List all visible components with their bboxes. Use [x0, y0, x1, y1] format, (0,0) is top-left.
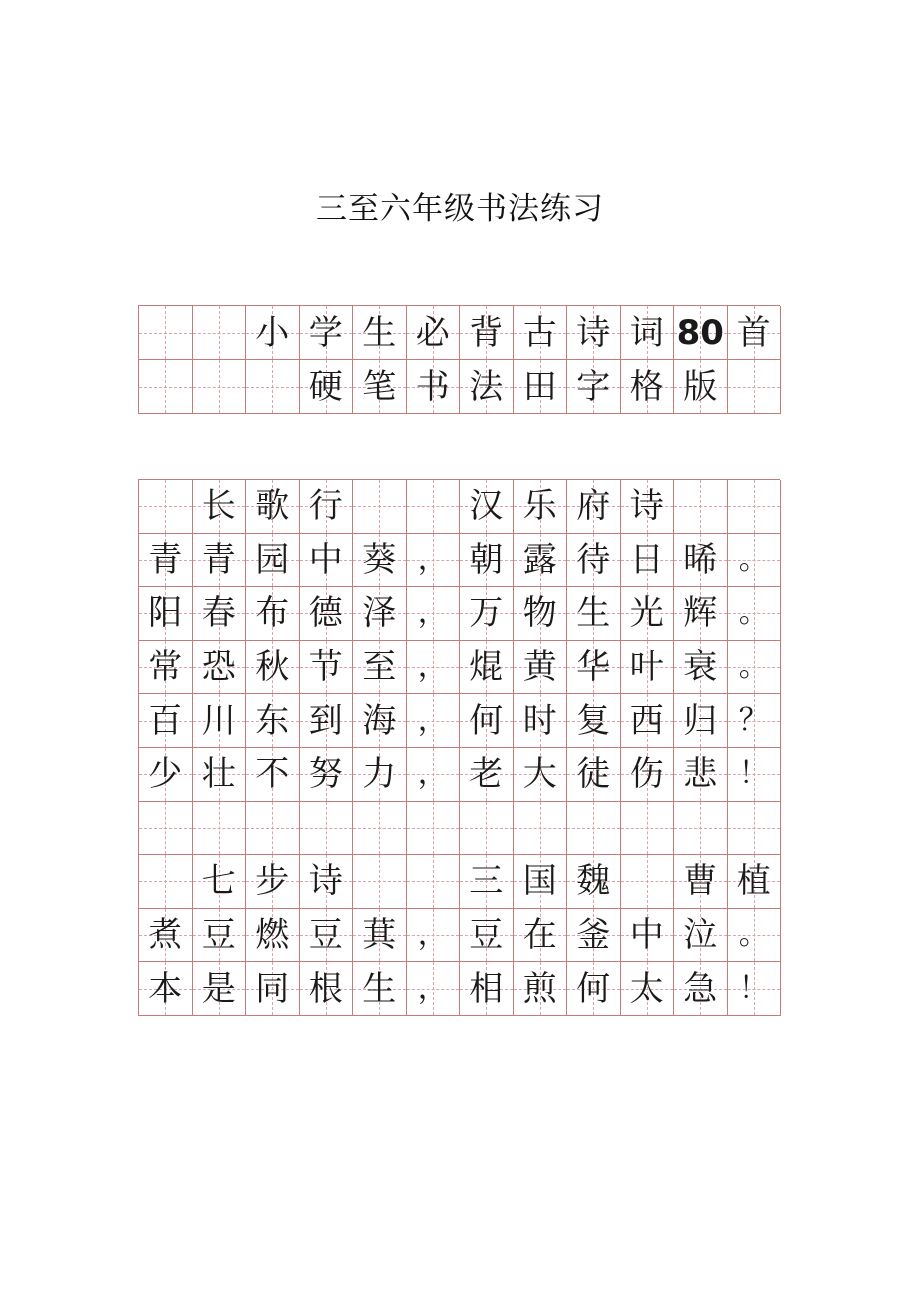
grid-cell [460, 748, 514, 802]
grid-cell [246, 480, 300, 534]
grid-cell [728, 306, 782, 360]
grid-character: 物 [522, 593, 557, 634]
grid-character: 伤 [629, 754, 664, 795]
grid-character: 德 [308, 593, 343, 634]
grid-character: 诗 [308, 861, 343, 902]
grid-cell [139, 802, 193, 856]
grid-character: 常 [148, 647, 183, 688]
grid-cell [728, 694, 782, 748]
grid-character: ， [417, 756, 448, 792]
grid-cell [193, 694, 247, 748]
grid-cell [193, 748, 247, 802]
grid-character: 乐 [522, 486, 557, 527]
grid-character: 相 [469, 968, 504, 1009]
grid-cell [674, 360, 728, 414]
grid-cell [460, 962, 514, 1016]
grid-cell [514, 802, 568, 856]
grid-character: 是 [201, 968, 236, 1009]
grid-cell [621, 909, 675, 963]
grid-cell [514, 360, 568, 414]
grid-character: 百 [148, 700, 183, 741]
grid-character: 春 [201, 593, 236, 634]
grid-character: 笔 [362, 366, 397, 407]
grid-character: 歌 [255, 486, 290, 527]
grid-character: 不 [255, 754, 290, 795]
grid-character: 必 [415, 312, 450, 353]
grid-cell [300, 909, 354, 963]
grid-cell [674, 694, 728, 748]
grid-cell [139, 962, 193, 1016]
grid-cell [567, 855, 621, 909]
grid-character: 恐 [201, 647, 236, 688]
grid-character: 悲 [683, 754, 718, 795]
grid-character: 东 [255, 700, 290, 741]
grid-cell [139, 534, 193, 588]
grid-cell [353, 748, 407, 802]
grid-cell [460, 534, 514, 588]
grid-character: 日 [629, 539, 664, 580]
grid-cell [567, 962, 621, 1016]
grid-character: 中 [629, 915, 664, 956]
grid-character: 节 [308, 647, 343, 688]
grid-cell [353, 587, 407, 641]
grid-cell [193, 360, 247, 414]
grid-character: 植 [736, 861, 771, 902]
grid-cell [300, 748, 354, 802]
grid-cell [353, 641, 407, 695]
grid-cell [460, 909, 514, 963]
grid-character: 至 [362, 647, 397, 688]
grid-cell [407, 480, 461, 534]
grid-cell [193, 962, 247, 1016]
header-practice-grid [138, 305, 780, 414]
grid-character: 同 [255, 968, 290, 1009]
grid-cell [193, 306, 247, 360]
grid-character: 本 [148, 968, 183, 1009]
grid-character: 待 [576, 539, 611, 580]
grid-cell [407, 306, 461, 360]
grid-character: 。 [738, 595, 769, 631]
grid-character: 衰 [683, 647, 718, 688]
grid-character: 三 [469, 861, 504, 902]
grid-cell [514, 306, 568, 360]
grid-cell [246, 802, 300, 856]
grid-cell [460, 360, 514, 414]
grid-cell [621, 587, 675, 641]
grid-cell [246, 587, 300, 641]
grid-cell [674, 802, 728, 856]
grid-character: 学 [308, 312, 343, 353]
grid-cell [514, 534, 568, 588]
grid-cell [407, 534, 461, 588]
grid-character: 力 [362, 754, 397, 795]
grid-cell [460, 587, 514, 641]
grid-cell [246, 641, 300, 695]
grid-cell [728, 909, 782, 963]
grid-cell [621, 802, 675, 856]
grid-cell [246, 534, 300, 588]
grid-cell [407, 360, 461, 414]
grid-cell [728, 360, 782, 414]
grid-character: 归 [683, 700, 718, 741]
grid-character: 海 [362, 700, 397, 741]
grid-cell [621, 748, 675, 802]
grid-cell [728, 480, 782, 534]
grid-cell [514, 962, 568, 1016]
grid-character: 豆 [469, 915, 504, 956]
grid-character: 诗 [576, 312, 611, 353]
grid-character: 黄 [522, 647, 557, 688]
grid-character: 背 [469, 312, 504, 353]
grid-character: 何 [469, 700, 504, 741]
grid-cell [300, 641, 354, 695]
grid-cell [139, 694, 193, 748]
grid-cell [193, 855, 247, 909]
grid-cell [353, 802, 407, 856]
grid-cell [674, 587, 728, 641]
grid-cell [567, 694, 621, 748]
grid-cell [193, 909, 247, 963]
grid-character: 川 [201, 700, 236, 741]
grid-cell [514, 480, 568, 534]
grid-character: 园 [255, 539, 290, 580]
grid-character: 。 [738, 649, 769, 685]
grid-character: 首 [736, 312, 771, 353]
grid-cell [193, 534, 247, 588]
grid-character: 辉 [683, 593, 718, 634]
grid-character: 田 [522, 366, 557, 407]
grid-cell [407, 748, 461, 802]
grid-character: 古 [522, 312, 557, 353]
grid-cell [139, 909, 193, 963]
grid-character: 汉 [469, 486, 504, 527]
grid-character: 阳 [148, 593, 183, 634]
grid-character: 西 [629, 700, 664, 741]
grid-character: 老 [469, 754, 504, 795]
grid-cell [407, 962, 461, 1016]
grid-cell [353, 480, 407, 534]
grid-character: ？ [738, 702, 769, 738]
grid-cell [246, 855, 300, 909]
grid-cell [353, 534, 407, 588]
grid-cell [514, 909, 568, 963]
grid-cell [674, 855, 728, 909]
grid-character: 万 [469, 593, 504, 634]
grid-cell [139, 855, 193, 909]
grid-cell [567, 534, 621, 588]
grid-cell [246, 748, 300, 802]
grid-character: 豆 [308, 915, 343, 956]
grid-character: 努 [308, 754, 343, 795]
grid-cell [139, 748, 193, 802]
grid-cell [567, 360, 621, 414]
grid-cell [621, 480, 675, 534]
grid-character: 府 [576, 486, 611, 527]
grid-character: 在 [522, 915, 557, 956]
grid-character: 字 [576, 366, 611, 407]
grid-character: 叶 [629, 647, 664, 688]
grid-cell [621, 641, 675, 695]
grid-cell [728, 641, 782, 695]
grid-character: 生 [362, 312, 397, 353]
grid-cell [193, 480, 247, 534]
grid-cell [353, 360, 407, 414]
grid-character: 格 [629, 366, 664, 407]
grid-cell [353, 855, 407, 909]
grid-cell [300, 306, 354, 360]
grid-cell [407, 641, 461, 695]
grid-character: 壮 [201, 754, 236, 795]
grid-cell [300, 855, 354, 909]
grid-character: 80 [676, 312, 724, 353]
grid-cell [193, 641, 247, 695]
grid-character: 法 [469, 366, 504, 407]
grid-character: ！ [738, 970, 769, 1006]
grid-cell [674, 748, 728, 802]
grid-character: 魏 [576, 861, 611, 902]
grid-cell [353, 306, 407, 360]
grid-character: 萁 [362, 915, 397, 956]
grid-cell [621, 694, 675, 748]
grid-character: 书 [415, 366, 450, 407]
grid-cell [460, 480, 514, 534]
grid-cell [246, 962, 300, 1016]
grid-cell [567, 306, 621, 360]
grid-cell [621, 534, 675, 588]
grid-cell [460, 641, 514, 695]
grid-cell [728, 802, 782, 856]
grid-character: ， [417, 702, 448, 738]
grid-character: 葵 [362, 539, 397, 580]
grid-character: 时 [522, 700, 557, 741]
grid-cell [407, 855, 461, 909]
grid-cell [514, 641, 568, 695]
grid-character: 釜 [576, 915, 611, 956]
grid-character: 小 [255, 312, 290, 353]
grid-cell [460, 694, 514, 748]
grid-character: 燃 [255, 915, 290, 956]
grid-cell [621, 962, 675, 1016]
grid-cell [193, 802, 247, 856]
grid-character: 曹 [683, 861, 718, 902]
grid-character: 晞 [683, 539, 718, 580]
grid-cell [728, 534, 782, 588]
grid-character: ， [417, 541, 448, 577]
grid-character: 急 [683, 968, 718, 1009]
grid-cell [407, 802, 461, 856]
grid-cell [246, 306, 300, 360]
grid-cell [567, 802, 621, 856]
grid-character: ！ [738, 756, 769, 792]
grid-cell [407, 909, 461, 963]
grid-cell [728, 962, 782, 1016]
grid-cell [300, 534, 354, 588]
grid-character: 泽 [362, 593, 397, 634]
grid-cell [674, 962, 728, 1016]
grid-character: 中 [308, 539, 343, 580]
grid-cell [246, 909, 300, 963]
grid-character: ， [417, 917, 448, 953]
grid-character: 版 [683, 366, 718, 407]
grid-character: 煮 [148, 915, 183, 956]
grid-cell [139, 480, 193, 534]
grid-character: 诗 [629, 486, 664, 527]
grid-character: 朝 [469, 539, 504, 580]
grid-character: 大 [522, 754, 557, 795]
grid-cell [567, 909, 621, 963]
grid-character: 。 [738, 917, 769, 953]
grid-cell [728, 587, 782, 641]
grid-character: 泣 [683, 915, 718, 956]
grid-cell [567, 480, 621, 534]
grid-cell [514, 855, 568, 909]
grid-cell [567, 641, 621, 695]
grid-cell [407, 694, 461, 748]
grid-character: 何 [576, 968, 611, 1009]
grid-character: 煎 [522, 968, 557, 1009]
grid-character: 秋 [255, 647, 290, 688]
poem-practice-grid [138, 479, 780, 1016]
grid-character: 复 [576, 700, 611, 741]
grid-cell [193, 587, 247, 641]
grid-character: ， [417, 649, 448, 685]
grid-cell [514, 694, 568, 748]
grid-character: 焜 [469, 647, 504, 688]
grid-cell [460, 802, 514, 856]
grid-cell [621, 360, 675, 414]
grid-character: 布 [255, 593, 290, 634]
grid-cell [300, 587, 354, 641]
grid-cell [246, 360, 300, 414]
grid-cell [728, 855, 782, 909]
grid-character: 生 [362, 968, 397, 1009]
grid-character: 到 [308, 700, 343, 741]
grid-character: 青 [148, 539, 183, 580]
grid-character: 硬 [308, 366, 343, 407]
grid-cell [139, 306, 193, 360]
grid-cell [460, 855, 514, 909]
grid-cell [139, 587, 193, 641]
grid-cell [514, 748, 568, 802]
grid-character: 豆 [201, 915, 236, 956]
grid-character: 青 [201, 539, 236, 580]
page-title: 三至六年级书法练习 [316, 191, 604, 227]
grid-character: 光 [629, 593, 664, 634]
grid-character: 露 [522, 539, 557, 580]
grid-cell [674, 909, 728, 963]
grid-cell [300, 360, 354, 414]
grid-character: 太 [629, 968, 664, 1009]
grid-cell [514, 587, 568, 641]
grid-character: 徒 [576, 754, 611, 795]
grid-character: 少 [148, 754, 183, 795]
grid-cell [300, 962, 354, 1016]
grid-cell [300, 480, 354, 534]
grid-character: 国 [522, 861, 557, 902]
grid-cell [139, 360, 193, 414]
grid-character: 。 [738, 541, 769, 577]
grid-character: ， [417, 595, 448, 631]
grid-cell [353, 694, 407, 748]
grid-cell [246, 694, 300, 748]
grid-character: 步 [255, 861, 290, 902]
grid-character: 生 [576, 593, 611, 634]
grid-cell [674, 641, 728, 695]
grid-cell [674, 534, 728, 588]
grid-cell [139, 641, 193, 695]
grid-cell [300, 802, 354, 856]
grid-cell [621, 855, 675, 909]
grid-cell [353, 962, 407, 1016]
grid-cell [567, 748, 621, 802]
grid-character: 行 [308, 486, 343, 527]
grid-cell [353, 909, 407, 963]
grid-character: 长 [201, 486, 236, 527]
grid-cell [674, 306, 728, 360]
grid-character: 词 [629, 312, 664, 353]
grid-cell [621, 306, 675, 360]
grid-cell [300, 694, 354, 748]
grid-cell [674, 480, 728, 534]
grid-cell [460, 306, 514, 360]
grid-character: 根 [308, 968, 343, 1009]
grid-cell [407, 587, 461, 641]
grid-cell [567, 587, 621, 641]
grid-character: 七 [201, 861, 236, 902]
grid-character: ， [417, 970, 448, 1006]
grid-cell [728, 748, 782, 802]
grid-character: 华 [576, 647, 611, 688]
